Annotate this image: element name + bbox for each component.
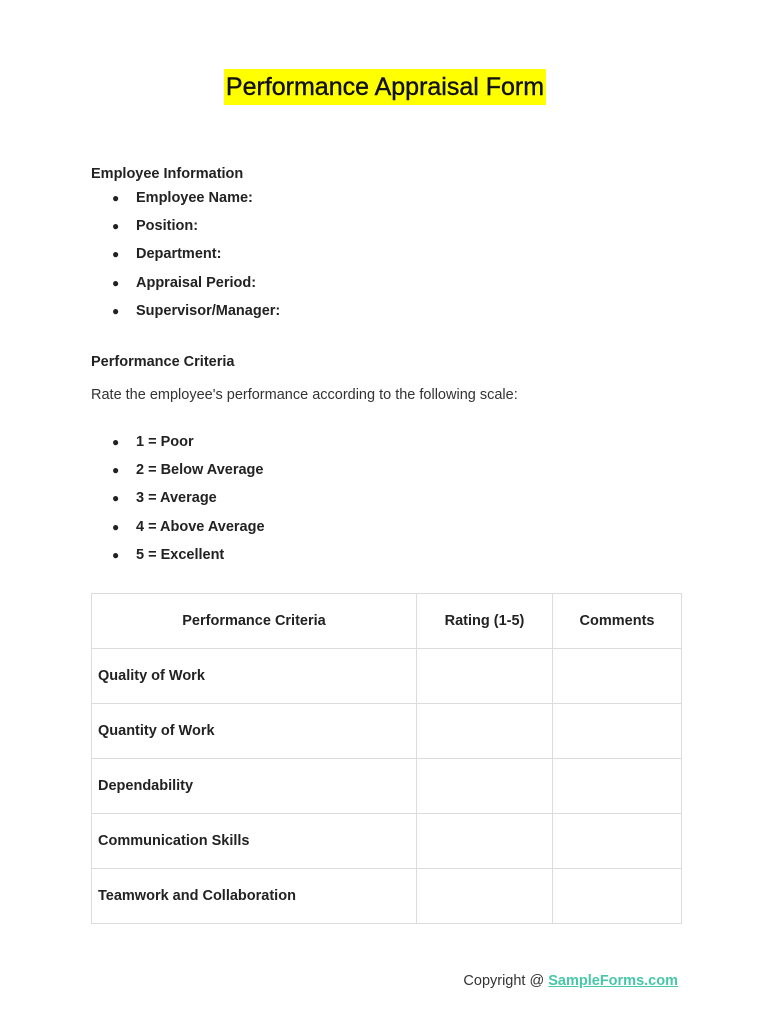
criteria-cell: Dependability <box>92 759 417 814</box>
rating-scale-list <box>112 434 265 575</box>
rating-cell[interactable] <box>417 814 553 869</box>
list-item <box>112 434 265 462</box>
list-item <box>112 190 280 218</box>
comments-cell[interactable] <box>553 814 682 869</box>
rating-scale-intro: Rate the employee's performance according to the following scale: <box>91 387 518 403</box>
criteria-cell: Quality of Work <box>92 649 417 704</box>
comments-cell[interactable] <box>553 869 682 924</box>
performance-criteria-heading: Performance Criteria <box>91 354 235 370</box>
bullet-icon: ● <box>112 547 120 562</box>
scale-item: 4 = Above Average <box>136 518 265 535</box>
department-label: Department: <box>136 246 222 263</box>
header-performance-criteria: Performance Criteria <box>92 594 417 649</box>
appraisal-period-label: Appraisal Period: <box>136 274 257 291</box>
scale-item: 1 = Poor <box>136 434 194 450</box>
table-row <box>92 704 682 759</box>
table-row <box>92 869 682 924</box>
table-row <box>92 759 682 814</box>
copyright-footer <box>463 973 678 989</box>
table-row <box>92 814 682 869</box>
comments-cell[interactable] <box>553 704 682 759</box>
criteria-cell: Teamwork and Collaboration <box>92 869 417 924</box>
employee-info-heading: Employee Information <box>91 166 244 182</box>
bullet-icon: ● <box>112 435 120 449</box>
list-item <box>112 462 265 490</box>
table-header-row <box>92 594 682 649</box>
bullet-icon: ● <box>112 519 120 534</box>
list-item <box>112 275 280 303</box>
list-item <box>112 519 265 547</box>
rating-cell[interactable] <box>417 869 553 924</box>
employee-info-list <box>112 190 280 331</box>
table-row <box>92 649 682 704</box>
copyright-text: Copyright @ <box>463 973 549 989</box>
bullet-icon: ● <box>112 247 120 262</box>
list-item <box>112 246 280 274</box>
list-item <box>112 303 280 331</box>
position-label: Position: <box>136 218 199 235</box>
rating-cell[interactable] <box>417 759 553 814</box>
rating-cell[interactable] <box>417 649 553 704</box>
list-item <box>112 490 265 518</box>
title-wrapper <box>0 69 770 105</box>
rating-cell[interactable] <box>417 704 553 759</box>
employee-name-label: Employee Name: <box>136 190 253 206</box>
comments-cell[interactable] <box>553 759 682 814</box>
criteria-cell: Quantity of Work <box>92 704 417 759</box>
comments-cell[interactable] <box>553 649 682 704</box>
scale-item: 3 = Average <box>136 490 217 507</box>
bullet-icon: ● <box>112 303 120 318</box>
bullet-icon: ● <box>112 275 120 290</box>
criteria-cell: Communication Skills <box>92 814 417 869</box>
list-item <box>112 218 280 246</box>
bullet-icon: ● <box>112 219 120 234</box>
supervisor-label: Supervisor/Manager: <box>136 302 281 319</box>
scale-item: 5 = Excellent <box>136 546 225 563</box>
header-rating: Rating (1-5) <box>417 594 553 649</box>
sampleforms-link[interactable]: SampleForms.com <box>548 973 678 989</box>
bullet-icon: ● <box>112 463 120 478</box>
scale-item: 2 = Below Average <box>136 462 264 479</box>
list-item <box>112 547 265 575</box>
page-title: Performance Appraisal Form <box>224 69 546 105</box>
performance-criteria-table <box>91 593 682 924</box>
header-comments: Comments <box>553 594 682 649</box>
bullet-icon: ● <box>112 191 120 205</box>
bullet-icon: ● <box>112 491 120 506</box>
